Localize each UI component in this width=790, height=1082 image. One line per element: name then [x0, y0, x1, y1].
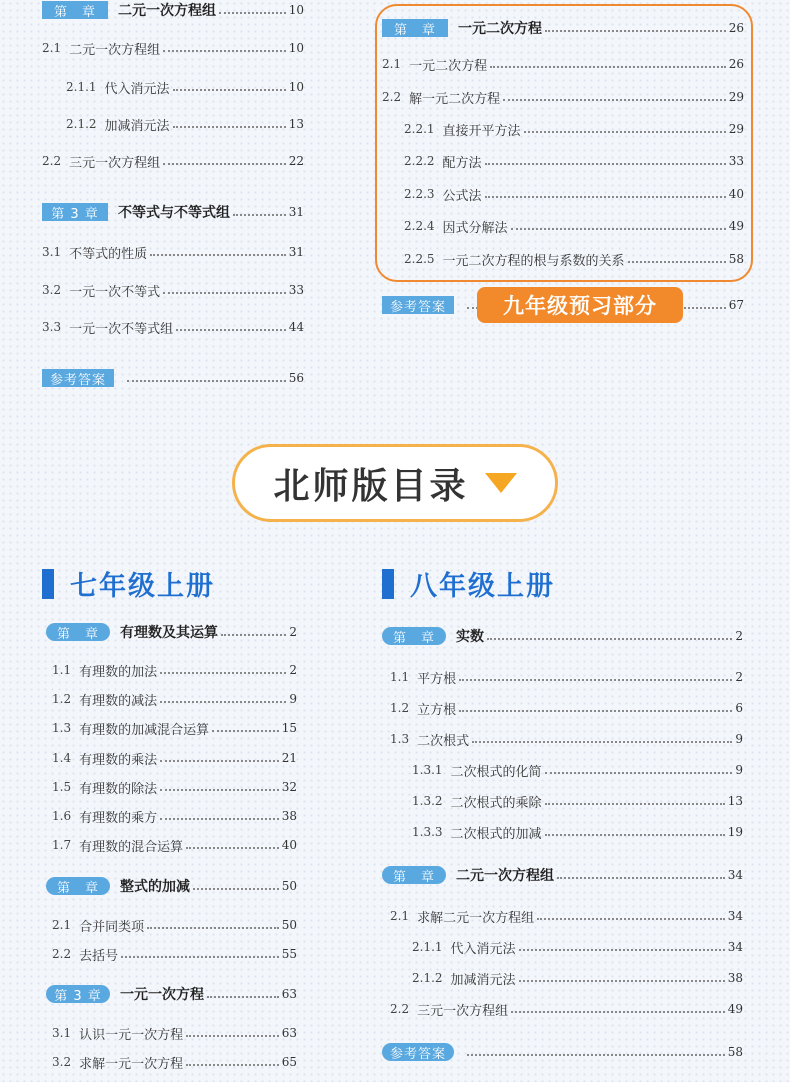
page-number: 13 — [288, 117, 304, 131]
toc-section-row[interactable] — [390, 698, 743, 718]
entry-title: 求解一元一次方程 — [79, 1056, 184, 1072]
page-number: 58 — [727, 1045, 743, 1059]
dot-leader — [459, 710, 732, 712]
toc-answer-row[interactable] — [42, 368, 304, 388]
section-number: 1.2 — [390, 701, 410, 715]
chapter-badge: 第 章 — [382, 19, 448, 37]
page-number: 26 — [728, 21, 744, 35]
entry-title: 二元一次方程组 — [118, 3, 216, 19]
page-number: 22 — [288, 154, 304, 168]
section-number: 1.3.3 — [412, 825, 443, 839]
entry-title: 三元一次方程组 — [417, 1003, 509, 1019]
toc-section-row[interactable] — [52, 777, 297, 797]
dot-leader — [490, 66, 726, 68]
toc-chapter-row[interactable] — [382, 626, 743, 646]
section-number: 2.1 — [390, 909, 410, 923]
entry-title: 一元一次不等式 — [69, 284, 161, 300]
dot-leader — [163, 50, 286, 52]
entry-title: 有理数的乘方 — [79, 810, 158, 826]
page-number: 40 — [281, 838, 297, 852]
dot-leader — [485, 196, 726, 198]
page-number: 10 — [288, 41, 304, 55]
page-number: 44 — [288, 320, 304, 334]
dot-leader — [186, 847, 279, 849]
section-number: 1.1 — [390, 670, 410, 684]
page-number: 49 — [728, 219, 744, 233]
section-number: 1.5 — [52, 780, 72, 794]
dot-leader — [160, 672, 286, 674]
triangle-down-icon — [485, 473, 517, 493]
page-number: 56 — [288, 371, 304, 385]
toc-section-row[interactable] — [52, 660, 297, 680]
page-number: 29 — [728, 90, 744, 104]
entry-title: 二次根式的加减 — [450, 826, 542, 842]
toc-section-row[interactable] — [382, 54, 744, 74]
section-number: 3.1 — [52, 1026, 72, 1040]
page-number: 2 — [735, 670, 743, 684]
answer-badge: 参考答案 — [382, 296, 454, 314]
dot-leader — [511, 1011, 725, 1013]
page-number: 33 — [288, 283, 304, 297]
entry-title: 求解二元一次方程组 — [417, 910, 535, 926]
toc-answer-row[interactable] — [382, 1042, 743, 1062]
section-number: 2.1 — [52, 918, 72, 932]
toc-sub-row[interactable] — [404, 216, 744, 236]
dot-leader — [467, 1054, 725, 1056]
page-number: 63 — [281, 1026, 297, 1040]
section-number: 1.3 — [390, 732, 410, 746]
entry-title: 实数 — [456, 629, 484, 645]
page-number: 10 — [288, 80, 304, 94]
dot-leader — [173, 126, 286, 128]
dot-leader — [557, 877, 725, 879]
dot-leader — [212, 730, 279, 732]
page-number: 32 — [281, 780, 297, 794]
page-number: 67 — [728, 298, 744, 312]
entry-title: 一元一次方程 — [120, 987, 204, 1003]
section-number: 2.2 — [42, 154, 62, 168]
section-number: 2.1.1 — [66, 80, 97, 94]
toc-section-row[interactable] — [52, 748, 297, 768]
entry-title: 不等式的性质 — [69, 246, 148, 262]
section-number: 2.2.3 — [404, 187, 435, 201]
section-number: 2.1.2 — [412, 971, 443, 985]
page-number: 31 — [288, 245, 304, 259]
section-number: 2.2.1 — [404, 122, 435, 136]
section-number: 2.2.2 — [404, 154, 435, 168]
toc-section-row[interactable] — [52, 944, 297, 964]
toc-sub-row[interactable] — [66, 114, 304, 134]
entry-title: 二元一次方程组 — [69, 42, 161, 58]
chapter-badge: 第 章 — [42, 1, 108, 19]
section-number: 1.6 — [52, 809, 72, 823]
entry-title: 去括号 — [79, 948, 119, 964]
toc-section-row[interactable] — [390, 729, 743, 749]
dot-leader — [221, 634, 286, 636]
entry-title: 直接开平方法 — [442, 123, 521, 139]
page-number: 13 — [727, 794, 743, 808]
page-number: 2 — [289, 625, 297, 639]
page-number: 38 — [281, 809, 297, 823]
entry-title: 公式法 — [442, 188, 482, 204]
dot-leader — [127, 380, 286, 382]
entry-title: 一元二次方程 — [409, 58, 488, 74]
entry-title: 平方根 — [417, 671, 457, 687]
page-number: 9 — [735, 763, 743, 777]
toc-section-row[interactable] — [52, 1052, 297, 1072]
page-number: 50 — [281, 879, 297, 893]
page-number: 9 — [289, 692, 297, 706]
toc-section-row[interactable] — [52, 718, 297, 738]
toc-sub-row[interactable] — [404, 151, 744, 171]
entry-title: 有理数的减法 — [79, 693, 158, 709]
dot-leader — [160, 760, 279, 762]
dot-leader — [545, 772, 733, 774]
entry-title: 二次根式的化简 — [450, 764, 542, 780]
entry-title: 加减消元法 — [104, 118, 170, 134]
dot-leader — [176, 329, 286, 331]
toc-sub-row[interactable] — [66, 77, 304, 97]
section-number: 2.2 — [390, 1002, 410, 1016]
chapter-badge: 第 章 — [46, 623, 110, 641]
dot-leader — [545, 834, 725, 836]
toc-chapter-row[interactable] — [42, 0, 304, 20]
toc-section-row[interactable] — [382, 87, 744, 107]
section-number: 3.2 — [42, 283, 62, 297]
dot-leader — [519, 949, 725, 951]
page-number: 34 — [727, 868, 743, 882]
dot-leader — [207, 996, 279, 998]
entry-title: 立方根 — [417, 702, 457, 718]
toc-chapter-row[interactable] — [46, 622, 297, 642]
toc-section-row[interactable] — [52, 1023, 297, 1043]
answer-badge: 参考答案 — [382, 1043, 454, 1061]
page-number: 50 — [281, 918, 297, 932]
entry-title: 二次根式 — [417, 733, 470, 749]
entry-title: 不等式与不等式组 — [118, 205, 230, 221]
ninth-grade-highlight-box — [375, 4, 753, 282]
toc-section-row[interactable] — [42, 242, 304, 262]
toc-section-row[interactable] — [42, 151, 304, 171]
toc-sub-row[interactable] — [412, 760, 743, 780]
entry-title: 一元一次不等式组 — [69, 321, 174, 337]
toc-sub-row[interactable] — [404, 184, 744, 204]
section-number: 2.2.5 — [404, 252, 435, 266]
page-number: 34 — [727, 909, 743, 923]
chapter-badge: 第 章 — [382, 627, 446, 645]
toc-sub-row[interactable] — [404, 119, 744, 139]
dot-leader — [537, 918, 725, 920]
entry-title: 代入消元法 — [104, 81, 170, 97]
section-number: 2.1 — [42, 41, 62, 55]
section-number: 2.1.1 — [412, 940, 443, 954]
entry-title: 二次根式的乘除 — [450, 795, 542, 811]
toc-section-row[interactable] — [390, 667, 743, 687]
dot-leader — [233, 214, 286, 216]
dot-leader — [519, 980, 725, 982]
section-heading-text: 八年级上册 — [410, 571, 555, 602]
dot-leader — [121, 956, 279, 958]
dot-leader — [485, 163, 726, 165]
dot-leader — [472, 741, 732, 743]
page-number: 38 — [727, 971, 743, 985]
toc-section-row[interactable] — [42, 317, 304, 337]
entry-title: 一元二次方程 — [458, 21, 542, 37]
chapter-badge: 第 3 章 — [46, 985, 110, 1003]
dot-leader — [163, 163, 286, 165]
dot-leader — [459, 679, 732, 681]
dot-leader — [219, 12, 286, 14]
dot-leader — [503, 99, 726, 101]
catalog-title-pill — [232, 444, 558, 522]
entry-title: 配方法 — [442, 155, 482, 171]
entry-title: 二元一次方程组 — [456, 868, 554, 884]
dot-leader — [160, 789, 279, 791]
section-heading-grade7 — [42, 564, 215, 603]
toc-sub-row[interactable] — [412, 968, 743, 988]
section-number: 1.3 — [52, 721, 72, 735]
chapter-badge: 第 章 — [382, 866, 446, 884]
section-number: 1.2 — [52, 692, 72, 706]
dot-leader — [160, 818, 279, 820]
toc-sub-row[interactable] — [404, 249, 744, 269]
toc-section-row[interactable] — [52, 689, 297, 709]
page-number: 15 — [281, 721, 297, 735]
section-number: 2.2 — [382, 90, 402, 104]
section-number: 2.2 — [52, 947, 72, 961]
toc-chapter-row[interactable] — [46, 876, 297, 896]
section-number: 2.1.2 — [66, 117, 97, 131]
page-number: 26 — [728, 57, 744, 71]
entry-title: 整式的加减 — [120, 879, 190, 895]
chapter-badge: 第 3 章 — [42, 203, 108, 221]
entry-title: 解一元二次方程 — [409, 91, 501, 107]
entry-title: 有理数的除法 — [79, 781, 158, 797]
dot-leader — [160, 701, 286, 703]
toc-section-row[interactable] — [52, 835, 297, 855]
page-number: 55 — [281, 947, 297, 961]
entry-title: 代入消元法 — [450, 941, 516, 957]
entry-title: 认识一元一次方程 — [79, 1027, 184, 1043]
page-number: 19 — [727, 825, 743, 839]
toc-chapter-row[interactable] — [382, 18, 744, 38]
page-number: 63 — [281, 987, 297, 1001]
toc-section-row[interactable] — [390, 906, 743, 926]
section-number: 2.2.4 — [404, 219, 435, 233]
page-number: 33 — [728, 154, 744, 168]
section-number: 3.2 — [52, 1055, 72, 1069]
catalog-title: 北师版目录 — [273, 465, 469, 507]
toc-section-row[interactable] — [52, 915, 297, 935]
entry-title: 三元一次方程组 — [69, 155, 161, 171]
page-number: 21 — [281, 751, 297, 765]
section-heading-grade8 — [382, 564, 555, 603]
section-number: 3.3 — [42, 320, 62, 334]
dot-leader — [524, 131, 726, 133]
dot-leader — [628, 261, 726, 263]
page-number: 49 — [727, 1002, 743, 1016]
dot-leader — [147, 927, 279, 929]
toc-sub-row[interactable] — [412, 791, 743, 811]
page-number: 6 — [735, 701, 743, 715]
entry-title: 有理数的乘法 — [79, 752, 158, 768]
dot-leader — [545, 30, 726, 32]
section-number: 1.7 — [52, 838, 72, 852]
page-number: 58 — [728, 252, 744, 266]
dot-leader — [173, 89, 286, 91]
page-number: 40 — [728, 187, 744, 201]
entry-title: 有理数的混合运算 — [79, 839, 184, 855]
toc-section-row[interactable] — [42, 280, 304, 300]
heading-bar — [42, 569, 54, 599]
toc-section-row[interactable] — [390, 999, 743, 1019]
section-number: 1.4 — [52, 751, 72, 765]
entry-title: 因式分解法 — [442, 220, 508, 236]
answer-badge: 参考答案 — [42, 369, 114, 387]
toc-sub-row[interactable] — [412, 937, 743, 957]
page-number: 65 — [281, 1055, 297, 1069]
page-number: 34 — [727, 940, 743, 954]
page-number: 2 — [289, 663, 297, 677]
toc-section-row[interactable] — [52, 806, 297, 826]
dot-leader — [186, 1064, 279, 1066]
section-number: 1.3.2 — [412, 794, 443, 808]
dot-leader — [193, 888, 279, 890]
entry-title: 合并同类项 — [79, 919, 145, 935]
dot-leader — [487, 638, 732, 640]
chapter-badge: 第 章 — [46, 877, 110, 895]
section-heading-text: 七年级上册 — [70, 571, 215, 602]
section-number: 3.1 — [42, 245, 62, 259]
page-number: 29 — [728, 122, 744, 136]
section-number: 1.1 — [52, 663, 72, 677]
page-number: 10 — [288, 3, 304, 17]
page-number: 31 — [288, 205, 304, 219]
section-number: 1.3.1 — [412, 763, 443, 777]
page-number: 2 — [735, 629, 743, 643]
entry-title: 加减消元法 — [450, 972, 516, 988]
toc-chapter-row[interactable] — [46, 984, 297, 1004]
entry-title: 有理数及其运算 — [120, 625, 218, 641]
dot-leader — [150, 254, 286, 256]
toc-section-row[interactable] — [42, 38, 304, 58]
toc-chapter-row[interactable] — [382, 865, 743, 885]
entry-title: 有理数的加法 — [79, 664, 158, 680]
ninth-grade-preview-tag: 九年级预习部分 — [477, 287, 683, 323]
dot-leader — [511, 228, 726, 230]
page-number: 9 — [735, 732, 743, 746]
toc-sub-row[interactable] — [412, 822, 743, 842]
entry-title: 有理数的加减混合运算 — [79, 722, 210, 738]
dot-leader — [186, 1035, 279, 1037]
entry-title: 一元二次方程的根与系数的关系 — [442, 253, 625, 269]
section-number: 2.1 — [382, 57, 402, 71]
toc-chapter-row[interactable] — [42, 202, 304, 222]
heading-bar — [382, 569, 394, 599]
dot-leader — [545, 803, 725, 805]
dot-leader — [163, 292, 286, 294]
